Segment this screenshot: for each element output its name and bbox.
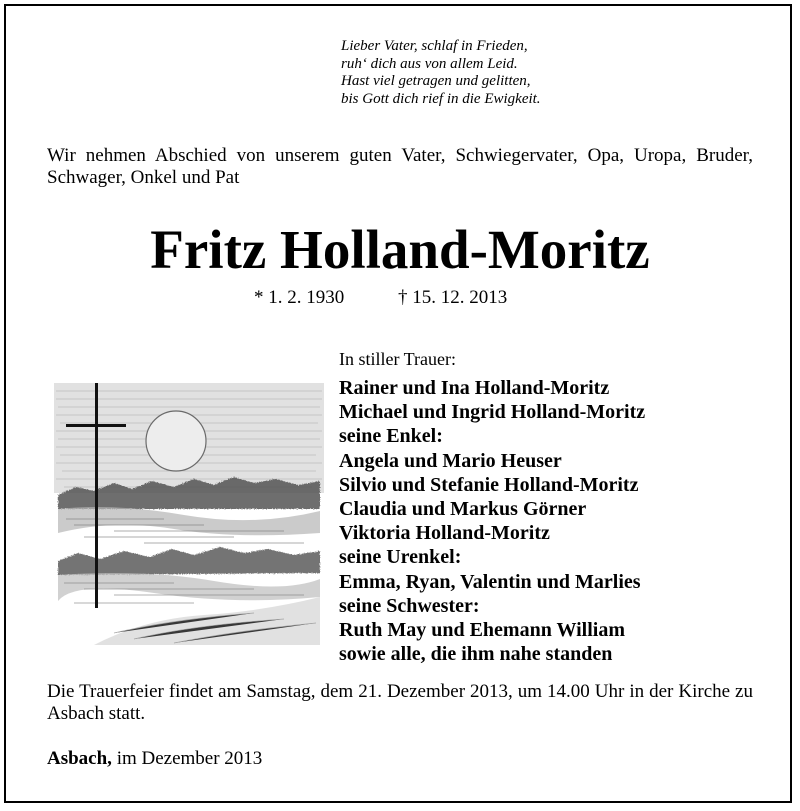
death-date: † 15. 12. 2013	[398, 287, 508, 308]
mourners-list	[339, 376, 645, 666]
mourner-line: sowie alle, die ihm nahe standen	[339, 643, 613, 666]
birth-date: * 1. 2. 1930	[254, 287, 345, 308]
mourner-line: Claudia und Markus Görner	[339, 498, 587, 521]
poem-line: bis Gott dich rief in die Ewigkeit.	[341, 90, 541, 107]
place-and-date	[47, 748, 262, 770]
mourner-line: seine Urenkel:	[339, 546, 462, 569]
poem-line: Hast viel getragen und gelitten,	[341, 73, 531, 89]
moon-shape	[146, 411, 206, 471]
mourner-line: Angela und Mario Heuser	[339, 449, 562, 472]
poem-line: ruh‘ dich aus von allem Leid.	[341, 55, 518, 72]
notice-date: im Dezember 2013	[116, 748, 263, 769]
mourner-line: Ruth May und Ehemann William	[339, 619, 626, 642]
mourner-line: Viktoria Holland-Moritz	[339, 522, 550, 545]
farewell-intro: Wir nehmen Abschied von unserem guten Vater, Schwiegervater, Opa, Uropa, Bruder, Schwager, Onkel und Pat	[47, 145, 753, 188]
funeral-announcement: Die Trauerfeier findet am Samstag, dem 21. Dezember 2013, um 14.00 Uhr in der Kirche zu Asbach statt.	[47, 681, 753, 724]
memorial-poem	[341, 38, 541, 108]
deceased-name: Fritz Holland-Moritz	[150, 219, 650, 280]
poem-line: Lieber Vater, schlaf in Frieden,	[341, 38, 528, 54]
mourner-line: seine Enkel:	[339, 425, 443, 448]
mourner-line: Emma, Ryan, Valentin und Marlies	[339, 570, 641, 593]
mourner-line: Michael und Ingrid Holland-Moritz	[339, 401, 646, 424]
cross-landscape-illustration	[54, 383, 324, 645]
mourners-label: In stiller Trauer:	[339, 349, 456, 369]
mourner-line: Silvio und Stefanie Holland-Moritz	[339, 473, 639, 496]
mourner-line: seine Schwester:	[339, 594, 480, 617]
mourner-line: Rainer und Ina Holland-Moritz	[339, 377, 610, 399]
place-name: Asbach,	[47, 748, 112, 769]
